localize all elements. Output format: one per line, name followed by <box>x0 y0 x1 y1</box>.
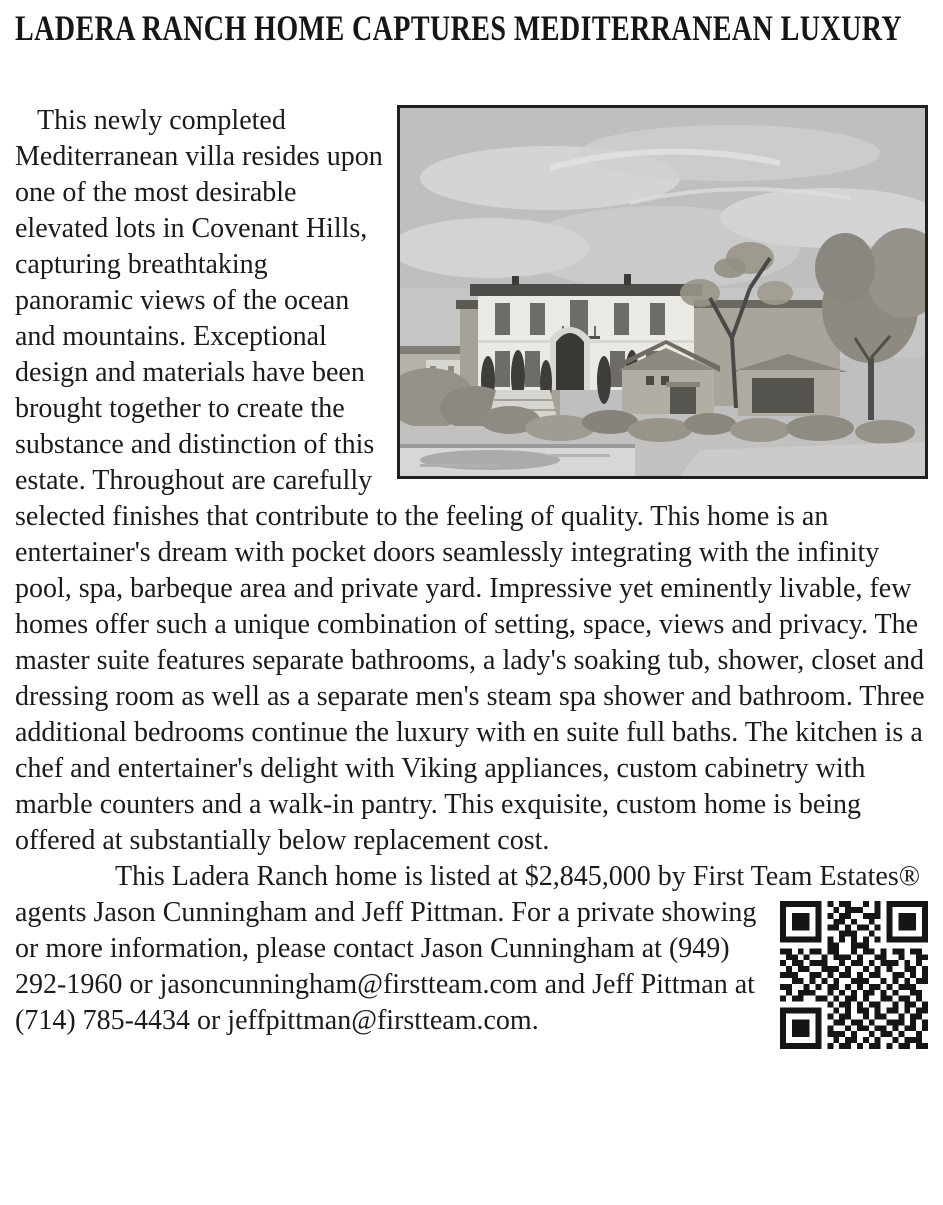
paragraph-description-text: This newly completed Mediterranean villa resides upon one of the most desirable elevated lots in Covenant Hills, capturing breathtaking panoramic views of the ocean and mountains. Exceptional design and materials have been brought together to create the substance and distinction of this estate. Throughout are carefully selected finishes that contribute to the feeling of quality. This home is an entertainer's dream with pocket doors seamlessly integrating with the infinity pool, spa, barbeque area and private yard. Impressive yet eminently livable, few homes offer such a unique combination of setting, space, views and privacy. The master suite features separate bathrooms, a lady's soaking tub, shower, closet and dressing room as well as a separate men's steam spa shower and bathroom. Three additional bedrooms continue the luxury with en suite full baths. The kitchen is a chef and entertainer's delight with Viking appliances, custom cabinetry with marble counters and a walk-in pantry. This exquisite, custom home is being offered at substantially below replacement cost. <box>15 105 925 857</box>
villa-photo <box>397 105 928 479</box>
paragraph-contact <box>15 859 928 1039</box>
qr-code <box>780 901 928 1049</box>
paragraph-contact-text-before-qr: This Ladera Ranch home is listed at $2,845,000 by First Team <box>115 861 820 893</box>
villa-photo-illustration <box>400 108 925 476</box>
paragraph-description <box>15 103 928 859</box>
page-title: LADERA RANCH HOME CAPTURES MEDITERRANEAN LUXURY <box>15 8 903 48</box>
reflecting-water <box>400 444 635 476</box>
article-body <box>0 103 943 1039</box>
paragraph-contact-text-after-qr: Estates® agents Jason Cunningham and Jeff Pittman. For a private showing or more information, please contact Jason Cunningham at (949) 292-1960 or jasoncunningham@firstteam.com and Jeff Pittman at (714) 785-4434 or jeffpittman@firstteam.com. <box>15 861 920 1037</box>
